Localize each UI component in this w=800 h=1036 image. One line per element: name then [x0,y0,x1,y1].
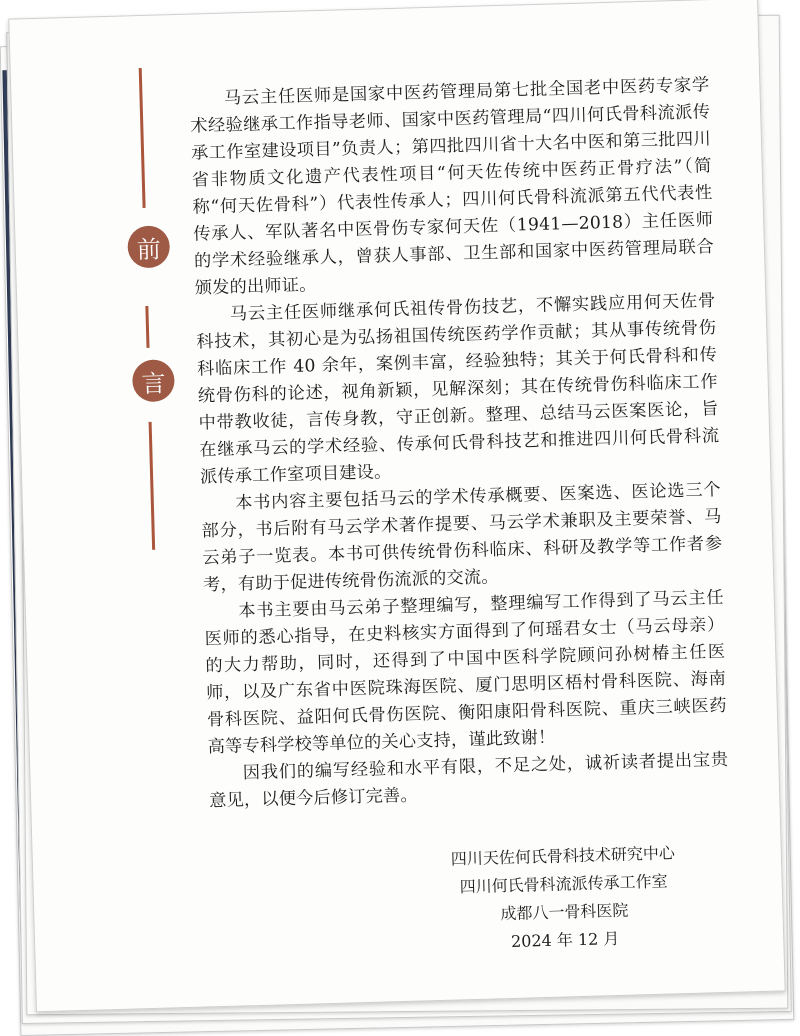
paragraph: 马云主任医师是国家中医药管理局第七批全国老中医药专家学术经验继承工作指导老师、国家中医药管理局“四川何氏骨科流派传承工作室建设项目”负责人；第四批四川省十大名中医和第三批四川省非物质文化遗产代表性项目“何天佐传统中医药正骨疗法”（简称“何天佐骨科”）代表性传承人；四川何氏骨科流派第五代代表性传承人、军队著名中医骨伤专家何天佐（1941—2018）主任医师的学术经验继承人，曾获人事部、卫生部和国家中医药管理局联合颁发的出师证。 [190,75,715,299]
signature-org: 四川何氏骨科流派传承工作室 [459,871,668,897]
heading-badge-qian: 前 [127,225,170,268]
signature-org: 成都八一骨科医院 [500,900,629,924]
paragraph: 本书内容主要包括马云的学术传承概要、医案选、医论选三个部分，书后附有马云学术著作提要、马云学术兼职及主要荣誉、马云弟子一览表。本书可供传统骨伤科临床、科研及教学等工作者参考，有助于促进传统骨伤流派的交流。 [201,479,723,596]
decorative-rule [139,68,146,208]
decorative-rule [145,306,149,348]
paragraph: 因我们的编写经验和水平有限，不足之处，诚祈读者提出宝贵意见，以便今后修订完善。 [208,749,729,812]
preface-body [189,72,729,815]
signature-date: 2024 年 12 月 [510,928,620,951]
paragraph: 本书主要由马云弟子整理编写，整理编写工作得到了马云主任医师的悉心指导，在史料核实方面得到了何瑶君女士（马云母亲）的大力帮助，同时，还得到了中国中医科学院顾问孙树椿主任医师，以及广东省中医院珠海医院、厦门思明区梧村骨科医院、海南骨科医院、益阳何氏骨伤医院、衡阳康阳骨科医院、重庆三峡医药高等专科学校等单位的关心支持，谨此致谢！ [204,587,728,758]
signature-org: 四川天佐何氏骨科技术研究中心 [450,843,676,869]
preface-page [8,0,785,1012]
paragraph: 马云主任医师继承何氏祖传骨伤技艺，不懈实践应用何天佐骨科技术，其初心是为弘扬祖国传统医药学作贡献；其从事传统骨伤科临床工作 40 余年，案例丰富，经验独特；其关于何氏骨科和传统骨伤科的论述，视角新颖，见解深刻；其在传统骨伤科临床工作中带教收徒，言传身教，守正创新。整理、总结马云医案医论，旨在继承马云的学术经验、传承何氏骨科技艺和推进四川何氏骨科流派传承工作室项目建设。 [196,291,720,488]
decorative-rule [149,422,156,550]
signature-block [433,839,696,958]
heading-badge-yan: 言 [132,359,175,402]
